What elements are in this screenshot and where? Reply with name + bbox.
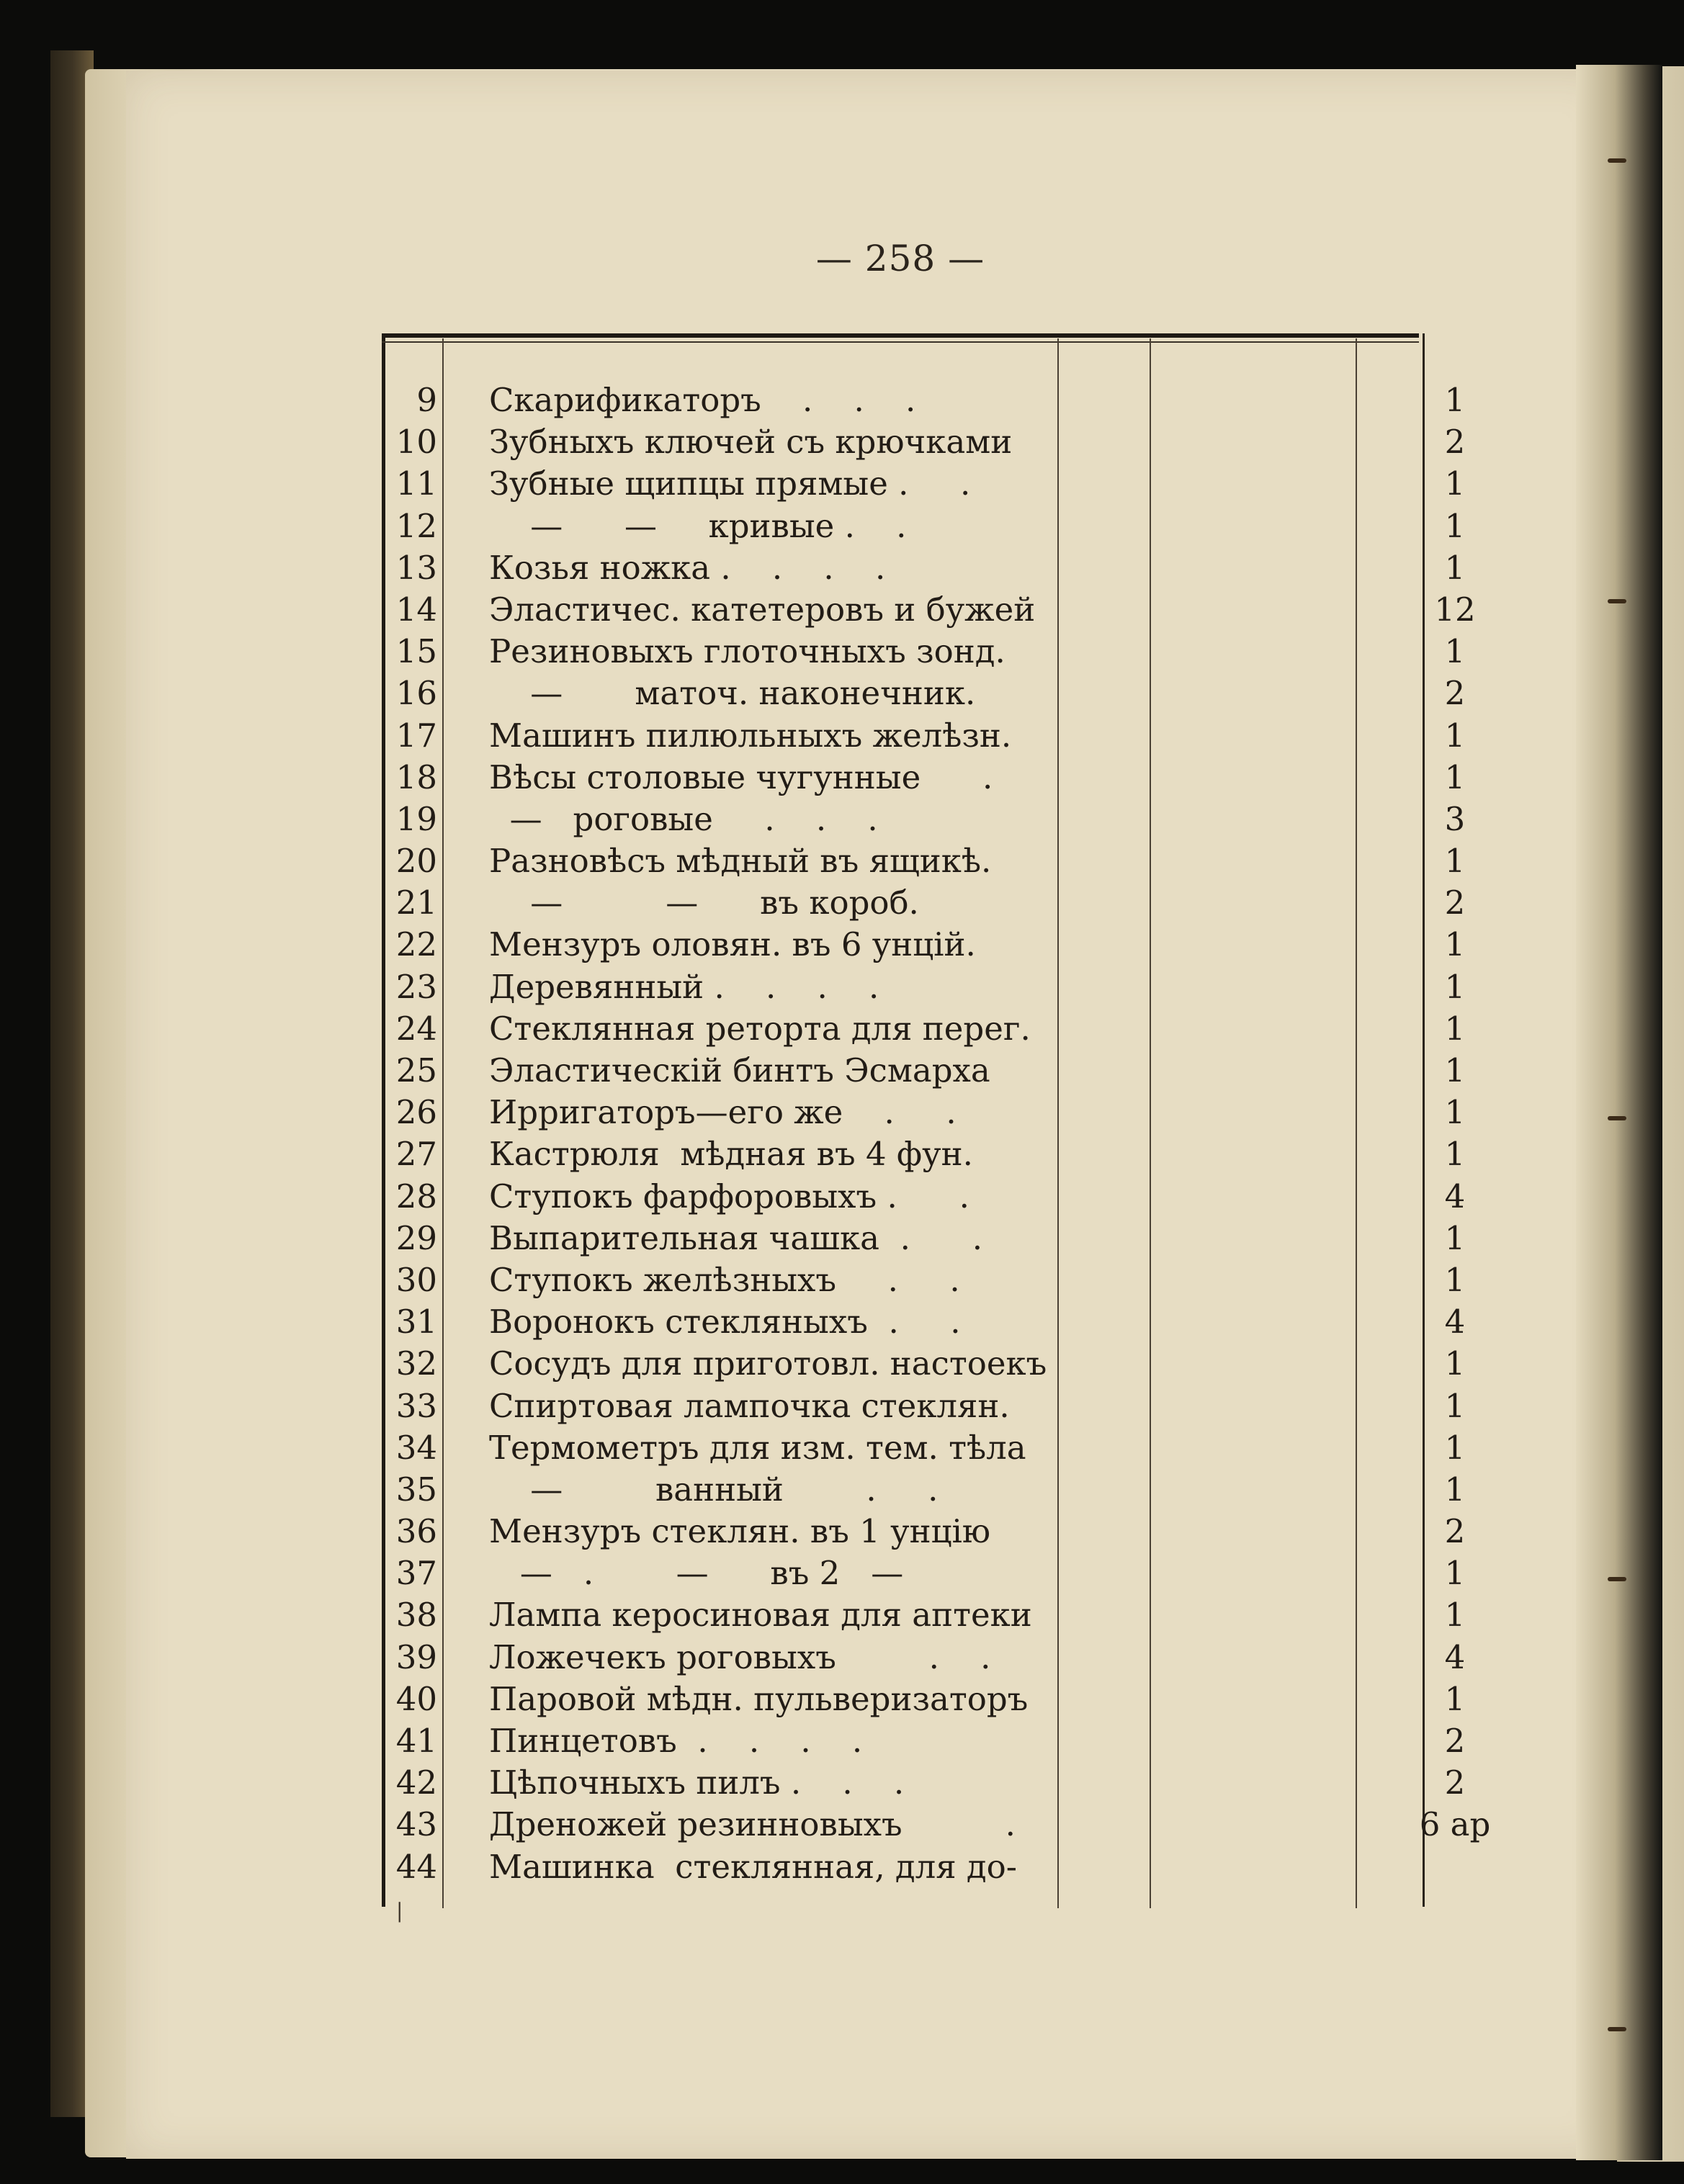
table-row xyxy=(385,547,1466,589)
item-name: Машинъ пилюльныхъ желѣзн. xyxy=(489,716,1012,755)
table-top-rule-thin xyxy=(382,341,1419,343)
table-row xyxy=(385,1511,1466,1552)
table-row xyxy=(385,379,1466,421)
table-row xyxy=(385,966,1466,1008)
row-number: 25 xyxy=(395,1051,437,1089)
binding-thread xyxy=(1608,158,1626,163)
row-number: 17 xyxy=(395,716,437,755)
item-quantity: 12 xyxy=(1434,590,1476,629)
item-name: Лампа керосиновая для аптеки xyxy=(489,1596,1032,1635)
row-number: 31 xyxy=(395,1303,437,1342)
row-number: 21 xyxy=(395,884,437,922)
table-row xyxy=(385,1301,1466,1343)
table-row xyxy=(385,1385,1466,1427)
table-row xyxy=(385,1679,1466,1720)
row-number: 13 xyxy=(395,548,437,587)
item-quantity: 1 xyxy=(1444,1135,1466,1174)
item-name: Вѣсы столовые чугунные . xyxy=(489,758,993,796)
table-row xyxy=(385,1176,1466,1218)
item-name: Эластичес. катетеровъ и бужей xyxy=(489,590,1036,629)
row-number: 39 xyxy=(395,1637,437,1676)
table-row xyxy=(385,1008,1466,1050)
row-number: 34 xyxy=(395,1428,437,1467)
table-row xyxy=(385,463,1466,505)
item-name: Мензуръ оловян. въ 6 унцій. xyxy=(489,925,976,964)
item-quantity: 1 xyxy=(1444,1596,1466,1635)
row-number: 27 xyxy=(395,1135,437,1174)
item-quantity: 1 xyxy=(1444,1344,1466,1383)
item-quantity: 1 xyxy=(1444,464,1466,503)
table-row xyxy=(385,1133,1466,1175)
item-name: Разновѣсъ мѣдный въ ящикѣ. xyxy=(489,842,992,881)
table-row xyxy=(385,1343,1466,1385)
item-quantity: 1 xyxy=(1444,716,1466,755)
page-number: — 258 — xyxy=(815,238,985,279)
table-row xyxy=(385,589,1476,631)
row-number: 41 xyxy=(395,1722,437,1760)
item-name: Ложечекъ роговыхъ . . xyxy=(489,1637,991,1676)
table-row xyxy=(385,1594,1466,1636)
table-row xyxy=(385,1720,1466,1762)
table-row xyxy=(385,1092,1466,1133)
item-quantity: 2 xyxy=(1444,1763,1466,1802)
row-number: 9 xyxy=(416,381,437,419)
item-name: Спиртовая лампочка стеклян. xyxy=(489,1386,1010,1425)
table-row xyxy=(385,1050,1466,1092)
item-quantity: 1 xyxy=(1444,1051,1466,1089)
item-name: Зубныхъ ключей съ крючками xyxy=(489,423,1013,462)
item-quantity: 2 xyxy=(1444,1512,1466,1551)
item-name: Пинцетовъ . . . . xyxy=(489,1722,863,1760)
item-quantity: 4 xyxy=(1444,1303,1466,1342)
item-quantity: 1 xyxy=(1444,1679,1466,1718)
table-row xyxy=(385,924,1466,966)
table-row xyxy=(385,673,1466,714)
item-name: Козья ножка . . . . xyxy=(489,548,886,587)
row-number: 22 xyxy=(395,925,437,964)
item-name: Кастрюля мѣдная въ 4 фун. xyxy=(489,1135,973,1174)
item-name: Ступокъ фарфоровыхъ . . xyxy=(489,1177,969,1215)
table-row xyxy=(385,1762,1466,1804)
item-name: — . — въ 2 — xyxy=(489,1554,904,1593)
item-name: Стеклянная реторта для перег. xyxy=(489,1009,1031,1048)
item-name: Дреножей резинновыхъ . xyxy=(489,1805,1016,1844)
binding-thread xyxy=(1608,2027,1626,2031)
item-quantity: 1 xyxy=(1444,506,1466,545)
item-quantity: 2 xyxy=(1444,1722,1466,1760)
row-number: 10 xyxy=(395,423,437,462)
item-quantity: 2 xyxy=(1444,884,1466,922)
table-row xyxy=(385,1846,1423,1888)
row-number: 30 xyxy=(395,1260,437,1299)
row-number: 26 xyxy=(395,1093,437,1132)
table-row xyxy=(385,1259,1466,1301)
item-name: Скарификаторъ . . . xyxy=(489,381,916,419)
row-number: 37 xyxy=(395,1554,437,1593)
item-quantity: 1 xyxy=(1444,842,1466,881)
table-row xyxy=(385,1804,1491,1846)
item-quantity: 1 xyxy=(1444,1428,1466,1467)
row-number: 12 xyxy=(395,506,437,545)
row-number: 15 xyxy=(395,632,437,671)
table-row xyxy=(385,715,1466,757)
row-number: 23 xyxy=(395,967,437,1006)
binding-thread xyxy=(1608,599,1626,603)
table-row xyxy=(385,757,1466,799)
item-quantity: 1 xyxy=(1444,967,1466,1006)
item-quantity: 3 xyxy=(1444,799,1466,838)
item-quantity: 1 xyxy=(1444,381,1466,419)
item-name: Резиновыхъ глоточныхъ зонд. xyxy=(489,632,1006,671)
item-quantity: 1 xyxy=(1444,1218,1466,1257)
item-name: — роговые . . . xyxy=(489,799,878,838)
row-number: 42 xyxy=(395,1763,437,1802)
row-number: 43 xyxy=(395,1805,437,1844)
table-rows xyxy=(385,379,1491,1888)
item-name: Эластическій бинтъ Эсмарха xyxy=(489,1051,990,1089)
item-quantity: 2 xyxy=(1444,674,1466,713)
row-number: 33 xyxy=(395,1386,437,1425)
item-name: Воронокъ стекляныхъ . . xyxy=(489,1303,961,1342)
row-number: 40 xyxy=(395,1679,437,1718)
table-row xyxy=(385,1218,1466,1259)
item-name: — ванный . . xyxy=(489,1470,939,1509)
item-name: — — кривые . . xyxy=(489,506,907,545)
row-number: 29 xyxy=(395,1218,437,1257)
item-name: Ирригаторъ—его же . . xyxy=(489,1093,957,1132)
item-quantity: 4 xyxy=(1444,1637,1466,1676)
item-name: Сосудъ для приготовл. настоекъ xyxy=(489,1344,1047,1383)
item-quantity: 6 ар xyxy=(1419,1805,1491,1844)
item-name: Ступокъ желѣзныхъ . . xyxy=(489,1260,960,1299)
item-quantity: 1 xyxy=(1444,548,1466,587)
row-number: 18 xyxy=(395,758,437,796)
table-row xyxy=(385,505,1466,547)
item-name: — маточ. наконечник. xyxy=(489,674,976,713)
row-number: 20 xyxy=(395,842,437,881)
binding-thread xyxy=(1608,1577,1626,1581)
table-row xyxy=(385,799,1466,840)
item-name: Термометръ для изм. тем. тѣла xyxy=(489,1428,1026,1467)
cut-off-row-marker: | xyxy=(396,1899,403,1923)
item-name: Паровой мѣдн. пульверизаторъ xyxy=(489,1679,1029,1718)
row-number: 28 xyxy=(395,1177,437,1215)
item-name: Зубные щипцы прямые . . xyxy=(489,464,971,503)
table-row xyxy=(385,1427,1466,1469)
item-quantity: 1 xyxy=(1444,1386,1466,1425)
item-quantity: 1 xyxy=(1444,758,1466,796)
row-number: 11 xyxy=(395,464,437,503)
table-row xyxy=(385,840,1466,882)
item-quantity: 1 xyxy=(1444,1554,1466,1593)
item-quantity: 1 xyxy=(1444,1470,1466,1509)
row-number: 36 xyxy=(395,1512,437,1551)
binding-thread xyxy=(1608,1116,1626,1120)
row-number: 44 xyxy=(395,1847,437,1886)
item-name: — — въ короб. xyxy=(489,884,919,922)
item-name: Деревянный . . . . xyxy=(489,967,879,1006)
item-quantity: 1 xyxy=(1444,1093,1466,1132)
table-row xyxy=(385,1552,1466,1594)
item-name: Машинка стеклянная, для до- xyxy=(489,1847,1017,1886)
row-number: 16 xyxy=(395,674,437,713)
item-quantity: 1 xyxy=(1444,632,1466,671)
item-quantity: 4 xyxy=(1444,1177,1466,1215)
item-quantity: 1 xyxy=(1444,1260,1466,1299)
row-number: 38 xyxy=(395,1596,437,1635)
item-name: Мензуръ стеклян. въ 1 унцію xyxy=(489,1512,991,1551)
item-name: Цѣпочныхъ пилъ . . . xyxy=(489,1763,905,1802)
table-row xyxy=(385,1469,1466,1511)
item-quantity: 2 xyxy=(1444,423,1466,462)
item-name: Выпарительная чашка . . xyxy=(489,1218,983,1257)
table-row xyxy=(385,421,1466,463)
table-row xyxy=(385,882,1466,924)
row-number: 14 xyxy=(395,590,437,629)
row-number: 35 xyxy=(395,1470,437,1509)
item-quantity: 1 xyxy=(1444,925,1466,964)
row-number: 19 xyxy=(395,799,437,838)
item-quantity: 1 xyxy=(1444,1009,1466,1048)
row-number: 32 xyxy=(395,1344,437,1383)
table-row xyxy=(385,1637,1466,1679)
table-row xyxy=(385,631,1466,673)
table-top-rule xyxy=(382,333,1419,338)
row-number: 24 xyxy=(395,1009,437,1048)
